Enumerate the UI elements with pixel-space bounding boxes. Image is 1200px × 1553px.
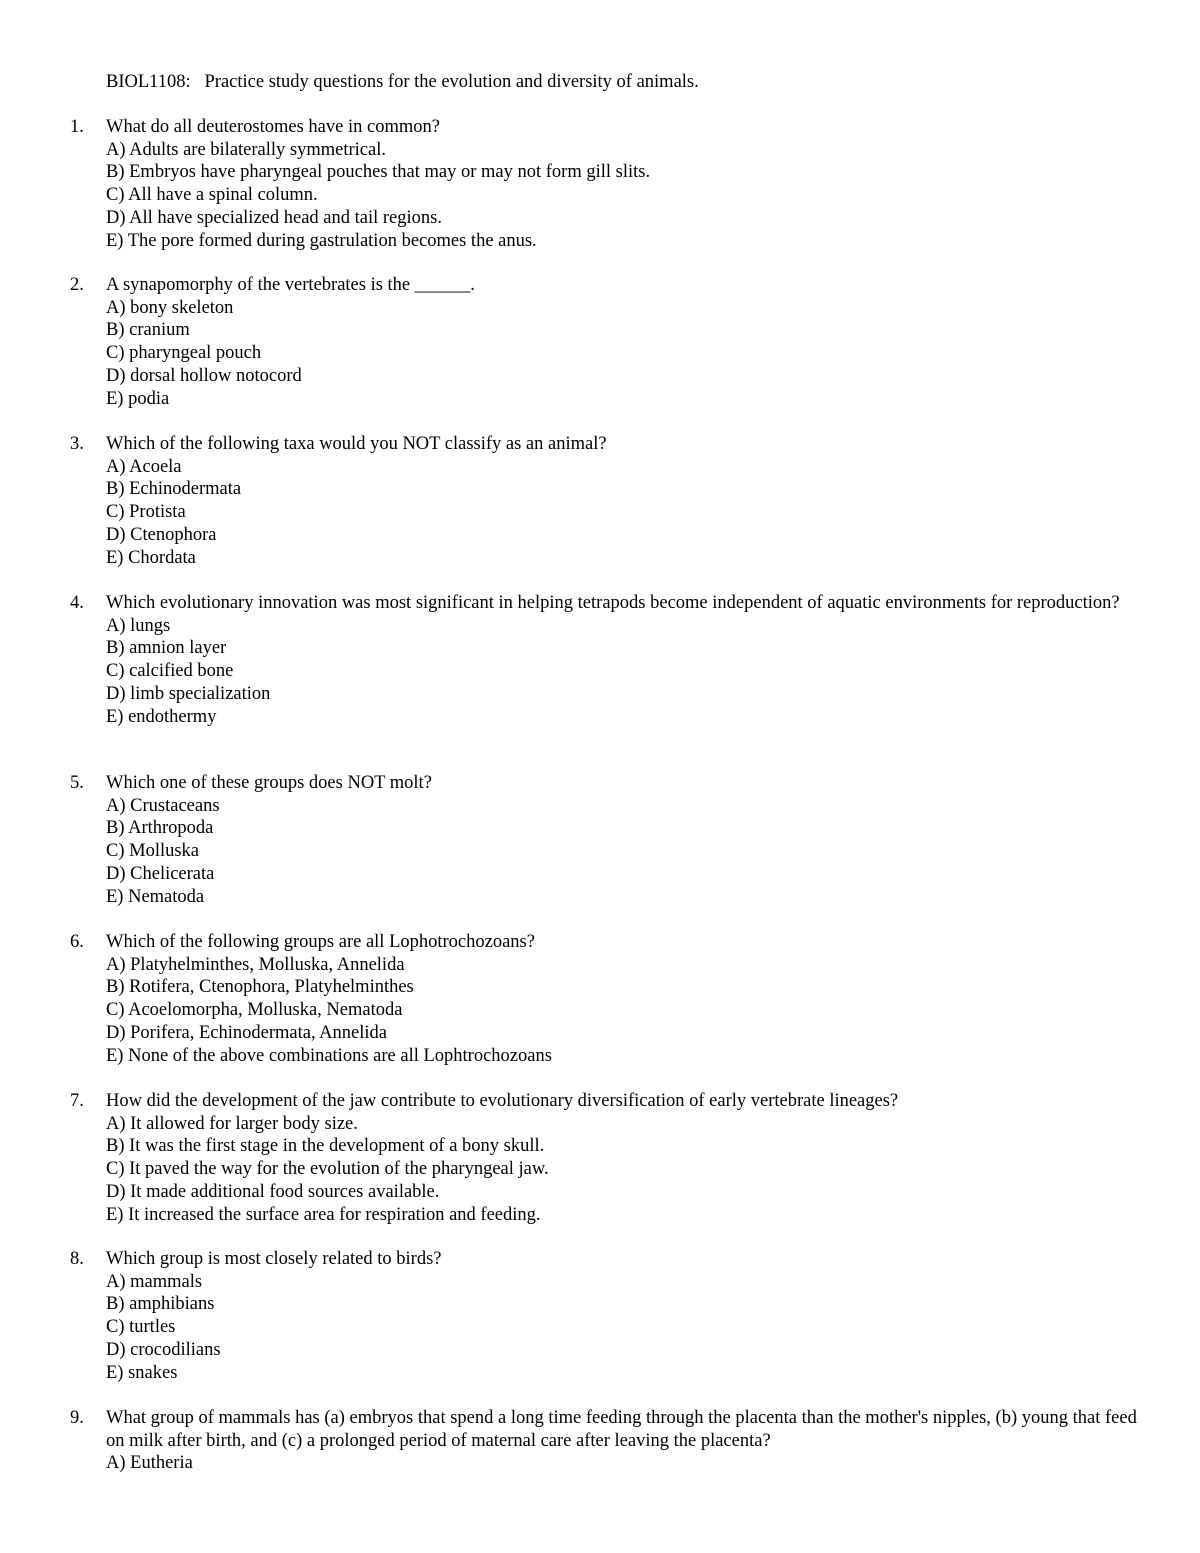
question-text: How did the development of the jaw contribute to evolutionary diversification of early vertebrate lineages? [106, 1091, 899, 1111]
question-text: Which group is most closely related to birds? [106, 1249, 442, 1269]
option-e: E) endothermy [106, 706, 217, 727]
option-b: B) Echinodermata [106, 479, 242, 500]
option-e: E) None of the above combinations are all Lophtrochozoans [106, 1045, 552, 1066]
option-e: E) snakes [106, 1362, 178, 1383]
option-e: E) podia [106, 388, 170, 409]
question-body [106, 1248, 1166, 1384]
option-a: A) Acoela [106, 456, 182, 477]
question-number: 4. [70, 593, 84, 613]
question-body [106, 592, 1166, 728]
option-e: E) It increased the surface area for respiration and feeding. [106, 1204, 541, 1225]
option-c: C) pharyngeal pouch [106, 343, 262, 364]
question-number: 8. [70, 1249, 84, 1269]
option-a: A) Adults are bilaterally symmetrical. [106, 139, 386, 160]
question-body [106, 772, 1166, 908]
option-c: C) turtles [106, 1317, 176, 1338]
option-c: C) calcified bone [106, 661, 234, 682]
question-text: A synapomorphy of the vertebrates is the ______. [106, 275, 475, 295]
question-text: Which of the following taxa would you NOT classify as an animal? [106, 434, 607, 454]
option-c: C) Molluska [106, 841, 200, 862]
option-b: B) Rotifera, Ctenophora, Platyhelminthes [106, 977, 414, 998]
option-b: B) Arthropoda [106, 818, 214, 839]
option-b: B) Embryos have pharyngeal pouches that may or may not form gill slits. [106, 162, 651, 183]
option-e: E) The pore formed during gastrulation becomes the anus. [106, 230, 537, 251]
option-c: C) Protista [106, 502, 186, 523]
option-e: E) Nematoda [106, 886, 205, 907]
question-text: Which evolutionary innovation was most significant in helping tetrapods become independent of aquatic environments for reproduction? [106, 593, 1120, 613]
option-c: C) All have a spinal column. [106, 185, 318, 206]
question-number: 1. [70, 117, 84, 137]
option-d: D) Chelicerata [106, 863, 215, 884]
option-a: A) Crustaceans [106, 795, 220, 816]
option-d: D) crocodilians [106, 1339, 221, 1360]
option-d: D) Porifera, Echinodermata, Annelida [106, 1022, 387, 1043]
option-b: B) It was the first stage in the development of a bony skull. [106, 1136, 545, 1157]
option-d: D) limb specialization [106, 683, 271, 704]
question-number: 6. [70, 932, 84, 952]
option-c: C) It paved the way for the evolution of the pharyngeal jaw. [106, 1159, 549, 1180]
option-d: D) Ctenophora [106, 524, 217, 545]
option-d: D) All have specialized head and tail regions. [106, 207, 442, 228]
question-text: What do all deuterostomes have in common? [106, 117, 440, 137]
document-title: BIOL1108: Practice study questions for the evolution and diversity of animals. [106, 72, 699, 92]
question-text: Which one of these groups does NOT molt? [106, 773, 432, 793]
option-d: D) dorsal hollow notocord [106, 365, 302, 386]
question-number: 5. [70, 773, 84, 793]
question-text: Which of the following groups are all Lophotrochozoans? [106, 932, 535, 952]
question-text: What group of mammals has (a) embryos that spend a long time feeding through the placenta than the mother's nipples, (b) young that feed on milk after birth, and (c) a prolonged period of maternal care after leaving the placenta? [106, 1408, 1137, 1451]
option-a: A) mammals [106, 1271, 203, 1292]
option-b: B) cranium [106, 320, 190, 341]
question-body [106, 433, 1166, 569]
option-a: A) bony skeleton [106, 297, 234, 318]
option-a: A) It allowed for larger body size. [106, 1113, 358, 1134]
option-b: B) amphibians [106, 1294, 215, 1315]
option-a: A) Eutheria [106, 1453, 193, 1474]
option-d: D) It made additional food sources available. [106, 1181, 440, 1202]
option-a: A) Platyhelminthes, Molluska, Annelida [106, 954, 405, 975]
question-body [106, 931, 1166, 1067]
option-b: B) amnion layer [106, 638, 227, 659]
question-body [106, 116, 1166, 252]
option-c: C) Acoelomorpha, Molluska, Nematoda [106, 1000, 403, 1021]
question-number: 9. [70, 1408, 84, 1428]
question-body [106, 274, 1166, 410]
question-number: 2. [70, 275, 84, 295]
question-number: 7. [70, 1091, 84, 1111]
option-a: A) lungs [106, 615, 171, 636]
question-body [106, 1407, 1146, 1475]
question-number: 3. [70, 434, 84, 454]
option-e: E) Chordata [106, 547, 196, 568]
question-body [106, 1090, 1166, 1226]
